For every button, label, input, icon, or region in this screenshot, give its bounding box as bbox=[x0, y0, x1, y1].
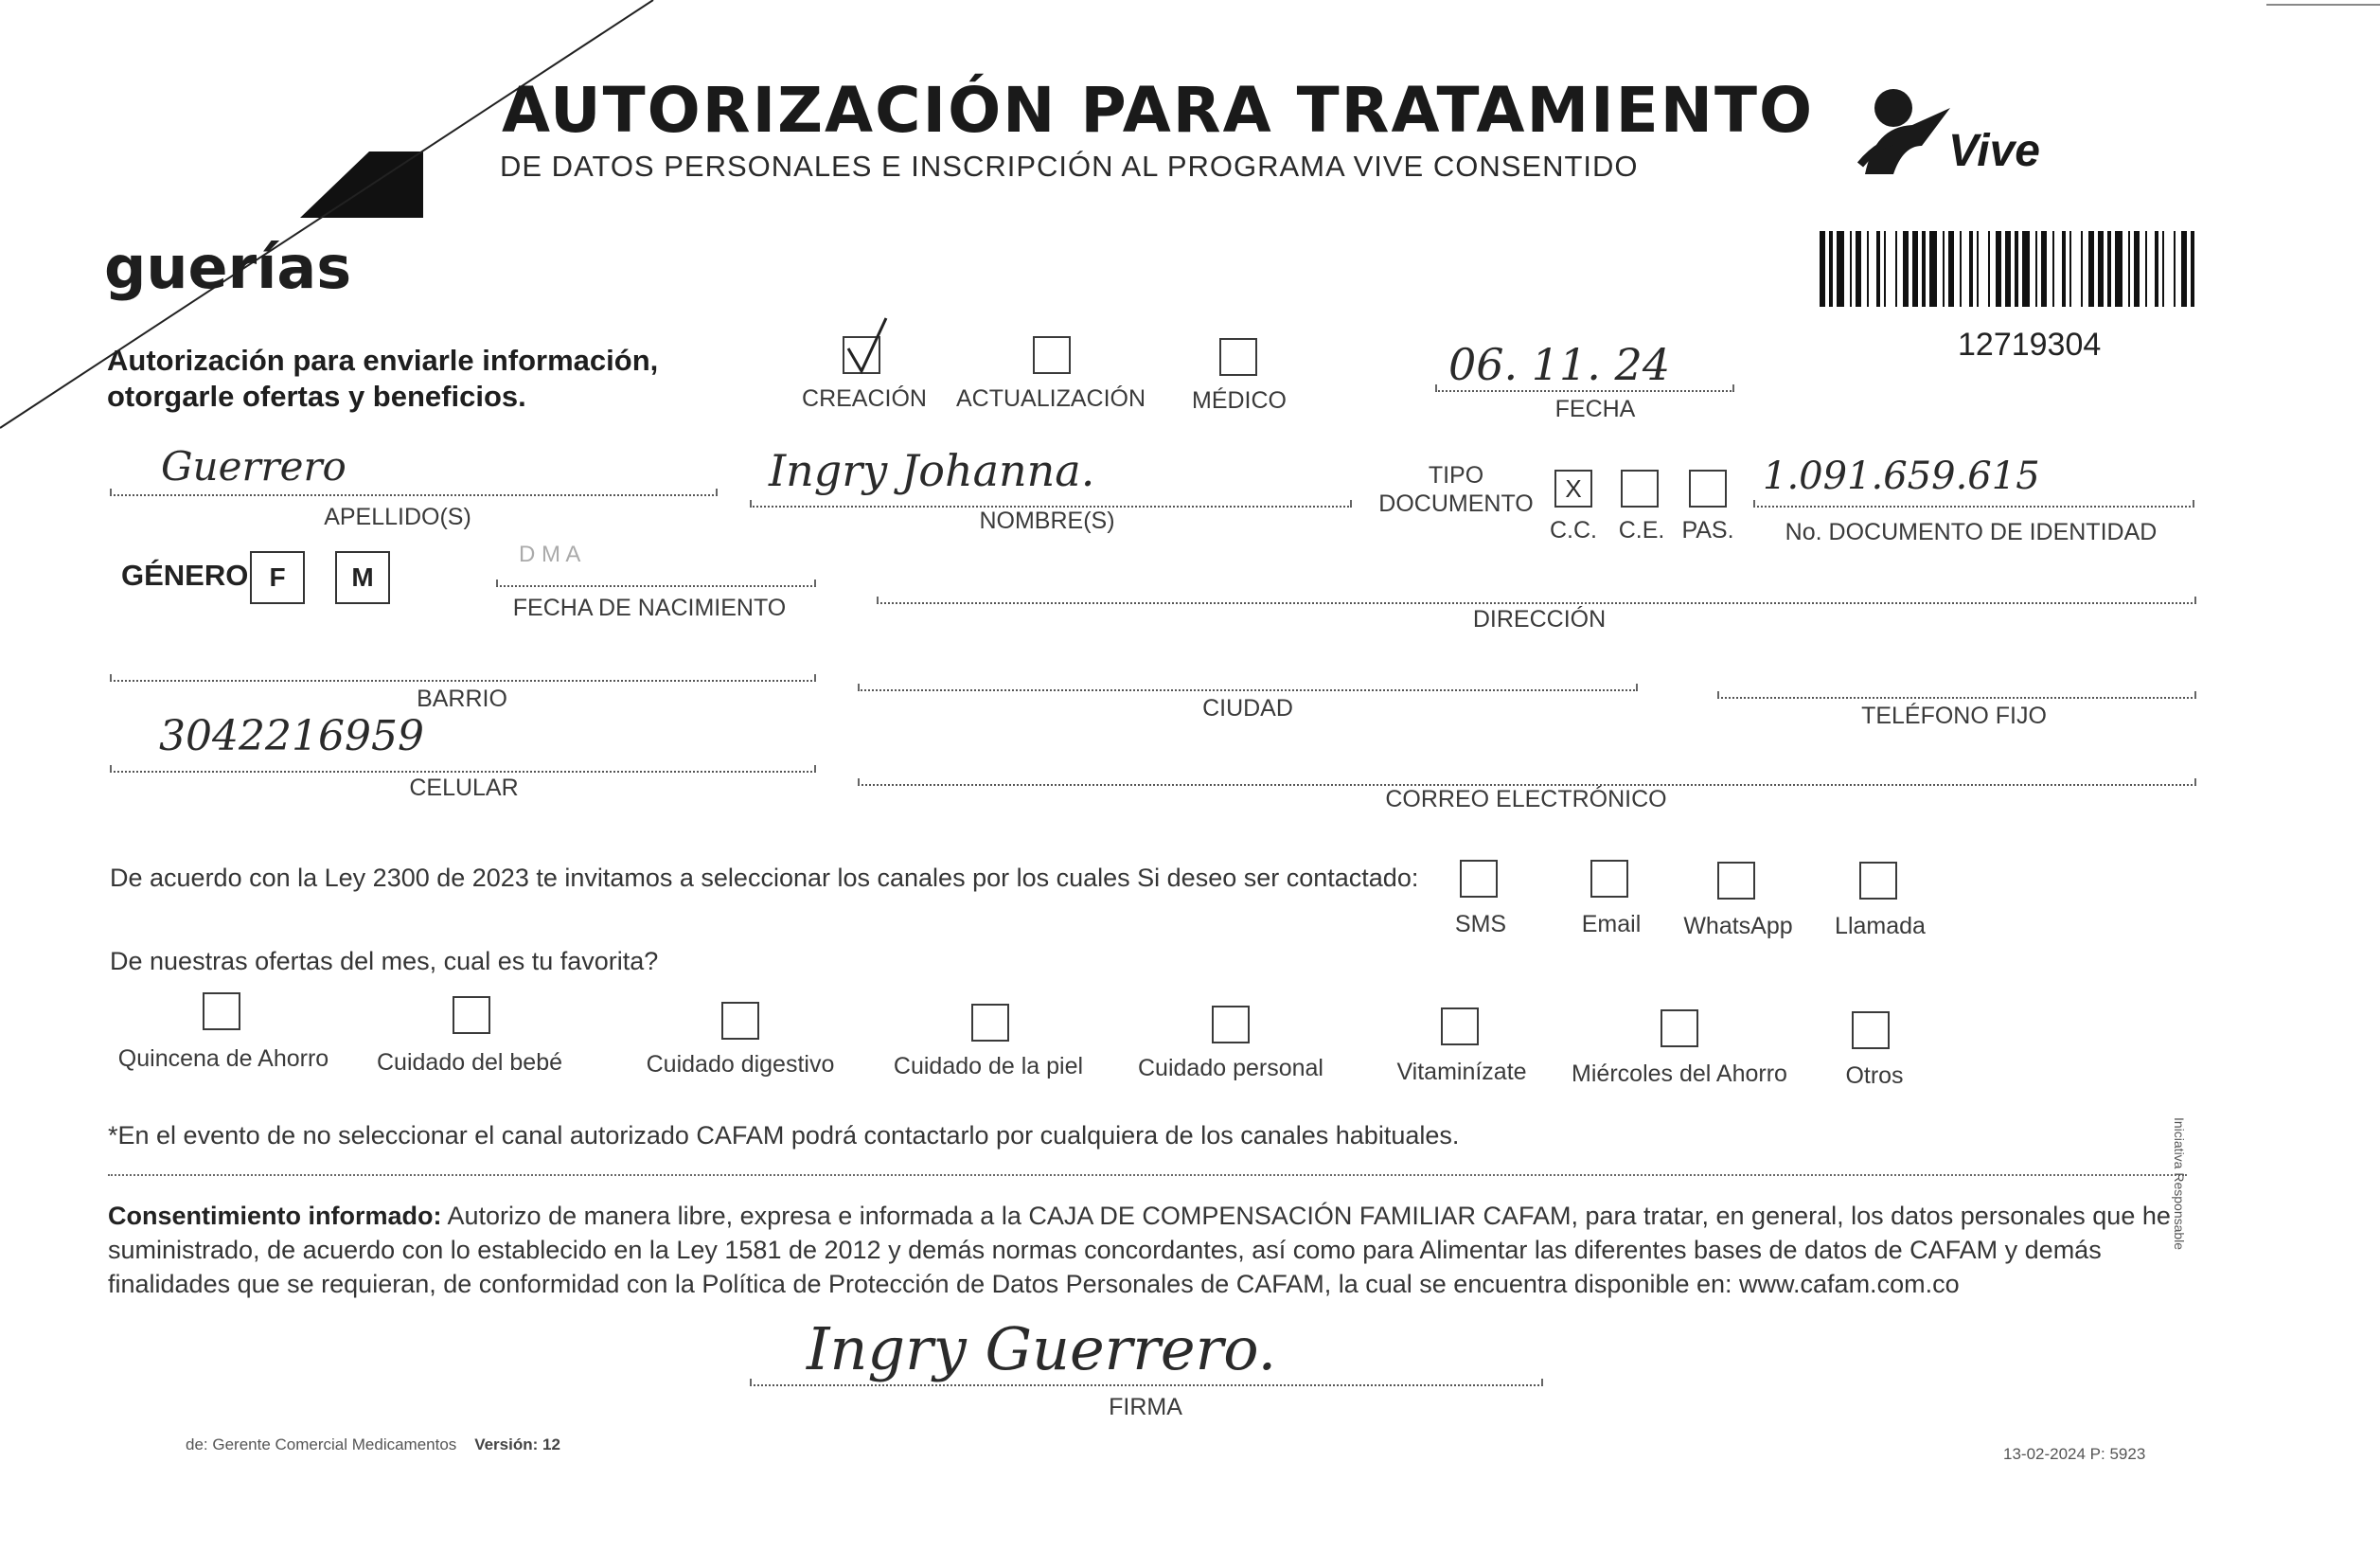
footnote: *En el evento de no seleccionar el canal autorizado CAFAM podrá contactarlo por cualquiera de los canales habituales. bbox=[108, 1121, 1460, 1150]
offer-bebe-checkbox[interactable] bbox=[453, 996, 490, 1034]
footer-origin: de: Gerente Comercial Medicamentos bbox=[186, 1435, 457, 1453]
medico-label: MÉDICO bbox=[1192, 387, 1287, 414]
consent-line-3: finalidades que se requieran, de conformidad con la Política de Protección de Datos Personales de CAFAM, la cual se encuentra disponible en: www.cafam.com.co bbox=[108, 1270, 1960, 1298]
celular-value[interactable]: 3042216959 bbox=[159, 712, 424, 760]
channels-question: De acuerdo con la Ley 2300 de 2023 te invitamos a seleccionar los canales por los cuales Si deseo ser contactado: bbox=[110, 864, 1419, 892]
nombre-line bbox=[750, 500, 1352, 508]
offer-digestivo-checkbox[interactable] bbox=[721, 1002, 759, 1040]
authorization-text bbox=[107, 343, 658, 415]
offer-bebe-label: Cuidado del bebé bbox=[377, 1049, 562, 1076]
telefono-line bbox=[1717, 691, 2196, 699]
direccion-label: DIRECCIÓN bbox=[1472, 606, 1607, 633]
offer-miercoles-checkbox[interactable] bbox=[1661, 1009, 1698, 1047]
form-title: AUTORIZACIÓN PARA TRATAMIENTO bbox=[502, 74, 1815, 147]
nombre-label: NOMBRE(S) bbox=[979, 508, 1115, 534]
offer-miercoles-label: Miércoles del Ahorro bbox=[1572, 1061, 1787, 1087]
tipo-documento-label-1: TIPO bbox=[1428, 462, 1484, 489]
edge-mark bbox=[2266, 4, 2380, 6]
doc-number-value[interactable]: 1.091.659.615 bbox=[1763, 455, 2040, 498]
form-subtitle: DE DATOS PERSONALES E INSCRIPCIÓN AL PROGRAMA VIVE CONSENTIDO bbox=[500, 150, 1639, 183]
genero-f-box[interactable]: F bbox=[250, 551, 305, 604]
genero-m-box[interactable]: M bbox=[335, 551, 390, 604]
tipo-documento-label-2: DOCUMENTO bbox=[1378, 490, 1534, 517]
offer-piel-checkbox[interactable] bbox=[971, 1004, 1009, 1042]
fecha-label: FECHA bbox=[1554, 396, 1636, 422]
telefono-label: TELÉFONO FIJO bbox=[1861, 703, 2047, 729]
signature-label: FIRMA bbox=[1109, 1394, 1182, 1420]
offer-otros-checkbox[interactable] bbox=[1852, 1011, 1890, 1049]
nacimiento-label: FECHA DE NACIMIENTO bbox=[512, 595, 787, 621]
pas-checkbox[interactable] bbox=[1689, 470, 1727, 508]
consent-line-2: suministrado, de acuerdo con lo establecido en la Ley 1581 de 2012 y demás normas concordantes, así como para Alimentar las diferentes bases de datos de CAFAM y demás bbox=[108, 1236, 2102, 1264]
fecha-line bbox=[1435, 384, 1734, 392]
sms-label: SMS bbox=[1454, 911, 1507, 937]
email-label: Email bbox=[1581, 911, 1642, 937]
offer-personal-checkbox[interactable] bbox=[1212, 1006, 1250, 1043]
ce-checkbox[interactable] bbox=[1621, 470, 1659, 508]
barrio-line bbox=[110, 674, 816, 682]
llamada-checkbox[interactable] bbox=[1859, 862, 1897, 900]
nacimiento-line bbox=[496, 579, 816, 587]
offer-otros-label: Otros bbox=[1845, 1062, 1904, 1089]
whatsapp-label: WhatsApp bbox=[1683, 913, 1793, 939]
medico-checkbox[interactable] bbox=[1219, 338, 1257, 376]
authorization-line-2: otorgarle ofertas y beneficios. bbox=[107, 380, 526, 413]
actualizacion-label: ACTUALIZACIÓN bbox=[955, 385, 1146, 412]
email-checkbox[interactable] bbox=[1590, 860, 1628, 898]
fecha-value[interactable]: 06. 11. 24 bbox=[1448, 339, 1671, 390]
authorization-line-1: Autorización para enviarle información, bbox=[107, 344, 659, 377]
direccion-line bbox=[877, 597, 2196, 604]
signature-value[interactable]: Ingry Guerrero. bbox=[807, 1314, 1277, 1383]
offer-vitaminizate-checkbox[interactable] bbox=[1441, 1007, 1479, 1045]
actualizacion-checkbox[interactable] bbox=[1033, 336, 1071, 374]
offer-quincena-checkbox[interactable] bbox=[203, 992, 240, 1030]
cc-checkbox[interactable]: X bbox=[1554, 470, 1592, 508]
footer-right: 13-02-2024 P: 5923 bbox=[2003, 1445, 2146, 1463]
ciudad-label: CIUDAD bbox=[1202, 695, 1293, 722]
consent-text bbox=[108, 1199, 2194, 1301]
apellidos-line bbox=[110, 489, 718, 496]
apellidos-value[interactable]: Guerrero bbox=[161, 443, 346, 490]
divider bbox=[108, 1174, 2187, 1176]
footer-left bbox=[186, 1435, 560, 1454]
brand-name: guerías bbox=[104, 233, 352, 302]
creacion-label: CREACIÓN bbox=[802, 385, 927, 412]
nacimiento-hint: D M A bbox=[519, 542, 581, 567]
ce-label: C.E. bbox=[1618, 517, 1665, 544]
correo-label: CORREO ELECTRÓNICO bbox=[1385, 786, 1667, 812]
cc-label: C.C. bbox=[1550, 517, 1597, 544]
ciudad-line bbox=[858, 684, 1638, 691]
check-mark-icon bbox=[841, 312, 897, 379]
logo-text: Vive bbox=[1948, 126, 2040, 176]
footer-version: Versión: 12 bbox=[474, 1435, 560, 1453]
signature-line bbox=[750, 1379, 1543, 1386]
vive-logo bbox=[1846, 70, 2040, 176]
correo-line bbox=[858, 778, 2196, 786]
offer-digestivo-label: Cuidado digestivo bbox=[646, 1051, 835, 1078]
whatsapp-checkbox[interactable] bbox=[1717, 862, 1755, 900]
celular-line bbox=[110, 765, 816, 773]
barcode-number: 12719304 bbox=[1958, 327, 2102, 363]
pas-label: PAS. bbox=[1681, 517, 1734, 544]
offer-piel-label: Cuidado de la piel bbox=[893, 1053, 1084, 1079]
doc-number-line bbox=[1753, 500, 2194, 508]
sms-checkbox[interactable] bbox=[1460, 860, 1498, 898]
consent-line-1: Autorizo de manera libre, expresa e informada a la CAJA DE COMPENSACIÓN FAMILIAR CAFAM, para tratar, en general, los datos personales que he bbox=[447, 1202, 2171, 1230]
consent-bold-label: Consentimiento informado: bbox=[108, 1202, 442, 1230]
offer-personal-label: Cuidado personal bbox=[1138, 1055, 1323, 1081]
barrio-label: BARRIO bbox=[417, 686, 507, 712]
llamada-label: Llamada bbox=[1835, 913, 1926, 939]
genero-label: GÉNERO bbox=[121, 559, 249, 592]
offer-quincena-label: Quincena de Ahorro bbox=[117, 1045, 329, 1072]
apellidos-label: APELLIDO(S) bbox=[324, 504, 471, 530]
barcode bbox=[1820, 231, 2194, 307]
doc-number-label: No. DOCUMENTO DE IDENTIDAD bbox=[1785, 519, 2158, 545]
offers-question: De nuestras ofertas del mes, cual es tu favorita? bbox=[110, 947, 659, 975]
side-text: Iniciativa Responsable bbox=[2172, 1117, 2187, 1251]
offer-vitaminizate-label: Vitaminízate bbox=[1396, 1059, 1527, 1085]
celular-label: CELULAR bbox=[409, 775, 519, 801]
nombre-value[interactable]: Ingry Johanna. bbox=[769, 445, 1095, 496]
